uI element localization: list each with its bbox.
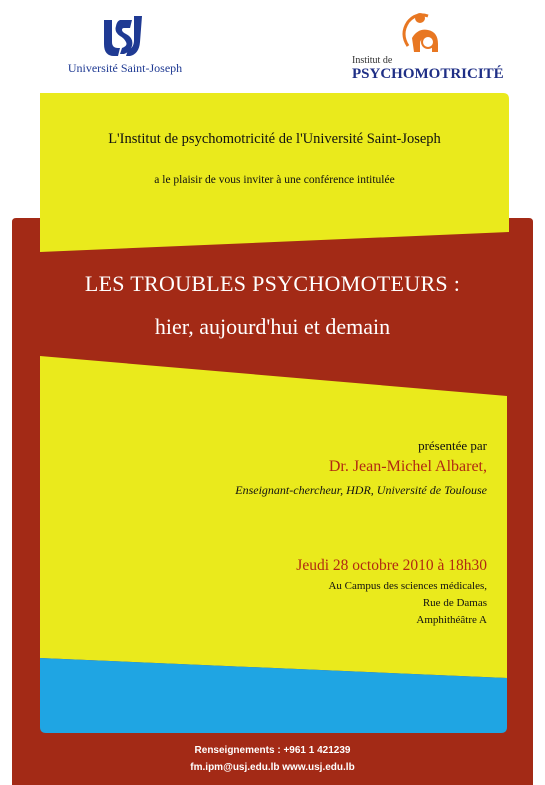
presented-by-label: présentée par	[418, 438, 487, 453]
psychomotricity-emblem-icon	[398, 8, 446, 56]
speaker-affiliation: Enseignant-chercheur, HDR, Université de Toulouse	[235, 483, 487, 497]
contact-email-web: fm.ipm@usj.edu.lb www.usj.edu.lb	[190, 762, 355, 773]
ipm-logo-line2: PSYCHOMOTRICITÉ	[352, 66, 504, 82]
contact-phone: Renseignements : +961 1 421239	[194, 745, 351, 756]
invitation-line-1: L'Institut de psychomotricité de l'Université Saint-Joseph	[108, 131, 441, 147]
usj-name: Université Saint-Joseph	[67, 61, 183, 75]
conference-title: LES TROUBLES PSYCHOMOTEURS :	[84, 271, 461, 296]
top-yellow-panel	[40, 93, 509, 252]
lower-yellow-panel	[40, 356, 507, 678]
invitation-line-2: a le plaisir de vous inviter à une conférence intitulée	[154, 174, 395, 186]
ipm-logo-line1: Institut de	[352, 55, 393, 66]
event-date: Jeudi 28 octobre 2010 à 18h30	[296, 557, 487, 574]
event-location-line-1: Au Campus des sciences médicales,	[328, 580, 487, 592]
ipm-logo	[348, 8, 508, 83]
usj-logo	[60, 12, 190, 80]
usj-emblem-icon	[100, 12, 146, 58]
speaker-name: Dr. Jean-Michel Albaret,	[328, 458, 487, 475]
conference-subtitle: hier, aujourd'hui et demain	[154, 314, 391, 339]
event-location-line-3: Amphithéâtre A	[416, 614, 487, 626]
event-location-line-2: Rue de Damas	[422, 597, 487, 609]
